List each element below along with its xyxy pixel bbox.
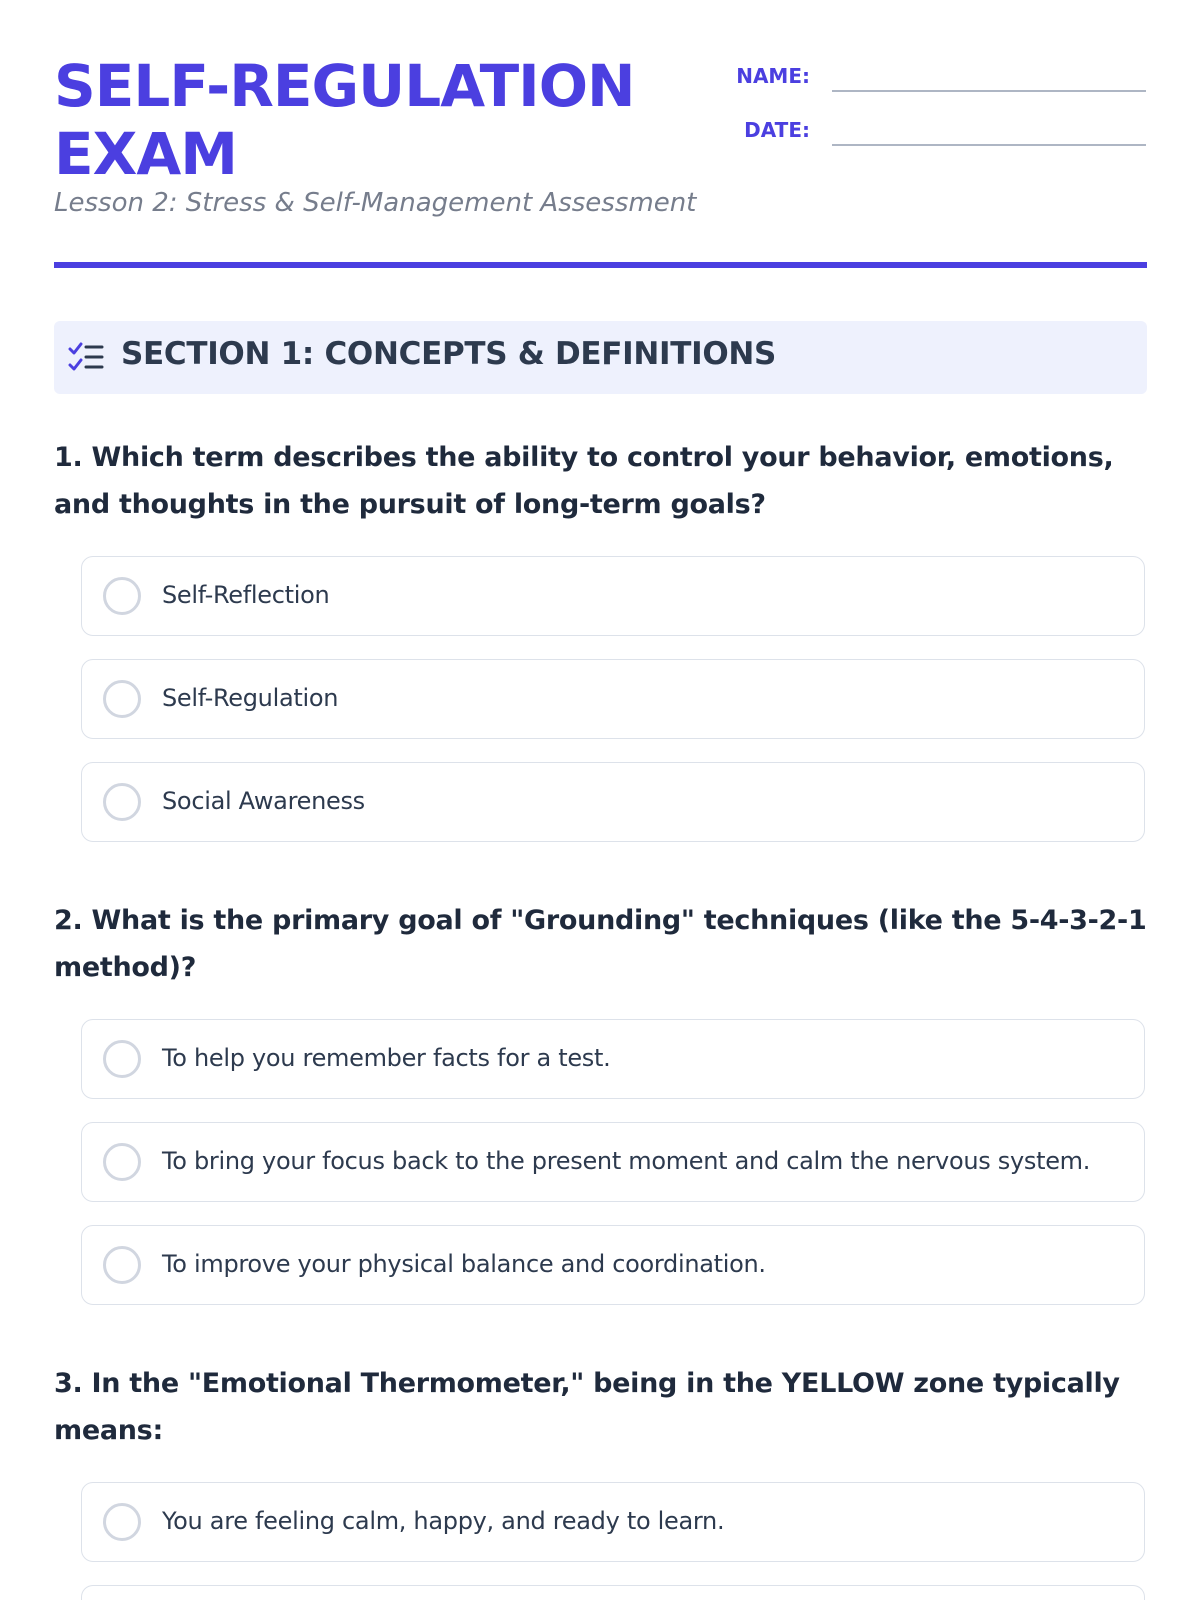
option-label: To help you remember facts for a test. [162, 1044, 611, 1072]
student-info-fields [736, 58, 1146, 166]
radio-button[interactable] [103, 1040, 141, 1078]
option-label: Self-Regulation [162, 684, 339, 712]
q1-option-1[interactable] [81, 556, 1145, 636]
header-divider [54, 262, 1147, 268]
exam-title: SELF-REGULATION EXAM [54, 52, 635, 188]
radio-button[interactable] [103, 1246, 141, 1284]
q3-option-2-partial[interactable] [81, 1585, 1145, 1600]
option-label: To improve your physical balance and coordination. [162, 1250, 766, 1278]
radio-button[interactable] [103, 577, 141, 615]
name-field[interactable] [736, 58, 1146, 112]
q1-option-2[interactable] [81, 659, 1145, 739]
radio-button[interactable] [103, 680, 141, 718]
radio-button[interactable] [103, 783, 141, 821]
date-input-line[interactable] [832, 144, 1146, 146]
option-label: To bring your focus back to the present moment and calm the nervous system. [162, 1147, 1091, 1175]
option-label: Social Awareness [162, 787, 365, 815]
option-label: You are feeling calm, happy, and ready to learn. [162, 1507, 725, 1535]
exam-subtitle: Lesson 2: Stress & Self-Management Assessment [54, 188, 697, 218]
radio-button[interactable] [103, 1143, 141, 1181]
date-field[interactable] [744, 112, 1146, 166]
q2-option-1[interactable] [81, 1019, 1145, 1099]
question-1: 1. Which term describes the ability to control your behavior, emotions, and thoughts in the pursuit of long-term goals? [54, 442, 1114, 520]
checklist-icon [68, 341, 104, 378]
section-header [54, 321, 1147, 394]
q2-option-2[interactable] [81, 1122, 1145, 1202]
exam-header [54, 52, 1146, 218]
radio-button[interactable] [103, 1503, 141, 1541]
q1-option-3[interactable] [81, 762, 1145, 842]
option-label: Self-Reflection [162, 581, 330, 609]
section-title: SECTION 1: CONCEPTS & DEFINITIONS [121, 336, 777, 372]
question-3: 3. In the "Emotional Thermometer," being in the YELLOW zone typically means: [54, 1368, 1120, 1446]
q2-option-3[interactable] [81, 1225, 1145, 1305]
date-label: DATE: [744, 118, 810, 142]
q3-option-1[interactable] [81, 1482, 1145, 1562]
question-2: 2. What is the primary goal of "Grounding" techniques (like the 5-4-3-2-1 method)? [54, 905, 1147, 983]
name-label: NAME: [736, 64, 810, 88]
name-input-line[interactable] [832, 90, 1146, 92]
